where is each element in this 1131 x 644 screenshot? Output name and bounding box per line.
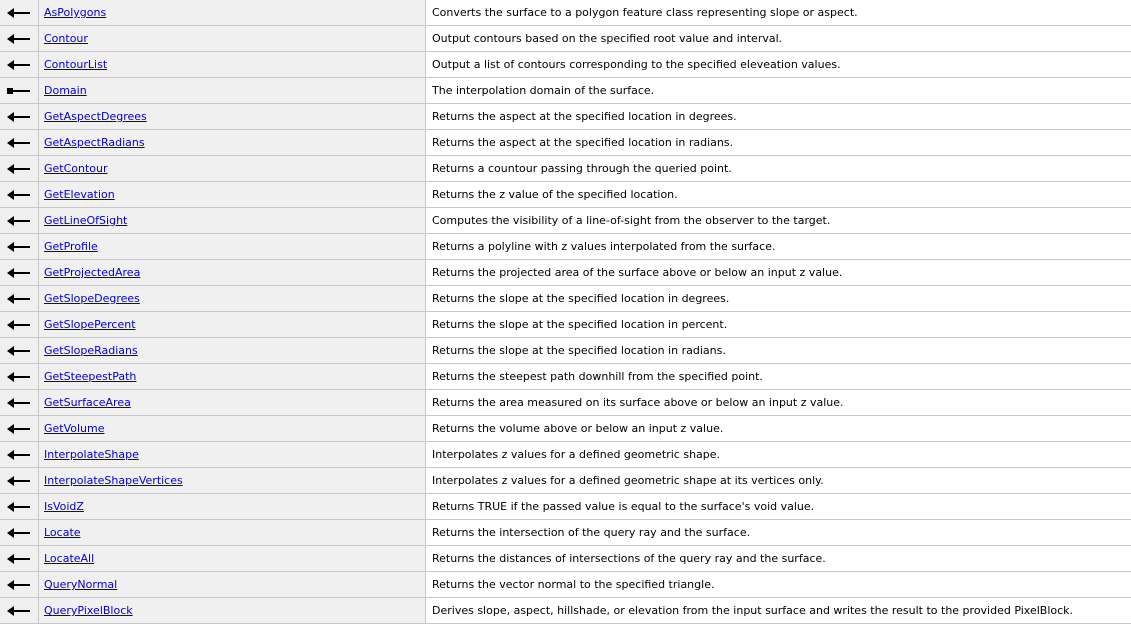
method-arrow-icon (7, 554, 31, 564)
member-link[interactable]: Domain (44, 84, 87, 97)
member-description: Derives slope, aspect, hillshade, or elevation from the input surface and writes the result to the provided PixelBlock. (426, 598, 1131, 624)
member-description: Returns the z value of the specified location. (426, 182, 1131, 208)
table-row (0, 468, 1131, 494)
member-name-cell (39, 52, 426, 78)
member-type-cell (0, 364, 39, 390)
member-description: Returns the slope at the specified location in percent. (426, 312, 1131, 338)
method-arrow-icon (7, 294, 31, 304)
member-name-cell (39, 130, 426, 156)
member-type-cell (0, 182, 39, 208)
member-link[interactable]: Locate (44, 526, 81, 539)
member-type-cell (0, 494, 39, 520)
member-description: Returns the slope at the specified location in degrees. (426, 286, 1131, 312)
member-name-cell (39, 442, 426, 468)
member-name-cell (39, 312, 426, 338)
table-row (0, 520, 1131, 546)
method-arrow-icon (7, 372, 31, 382)
member-link[interactable]: IsVoidZ (44, 500, 84, 513)
table-row (0, 416, 1131, 442)
member-name-cell (39, 78, 426, 104)
method-arrow-icon (7, 216, 31, 226)
member-type-cell (0, 520, 39, 546)
method-arrow-icon (7, 138, 31, 148)
member-type-cell (0, 26, 39, 52)
table-row (0, 364, 1131, 390)
method-arrow-icon (7, 242, 31, 252)
method-arrow-icon (7, 34, 31, 44)
table-row (0, 546, 1131, 572)
method-arrow-icon (7, 60, 31, 70)
member-name-cell (39, 156, 426, 182)
member-link[interactable]: GetAspectDegrees (44, 110, 147, 123)
member-name-cell (39, 234, 426, 260)
member-link[interactable]: InterpolateShapeVertices (44, 474, 183, 487)
member-type-cell (0, 286, 39, 312)
member-type-cell (0, 598, 39, 624)
member-link[interactable]: GetVolume (44, 422, 105, 435)
member-type-cell (0, 546, 39, 572)
member-description: Returns the distances of intersections of the query ray and the surface. (426, 546, 1131, 572)
member-link[interactable]: QueryNormal (44, 578, 118, 591)
table-row (0, 208, 1131, 234)
member-name-cell (39, 260, 426, 286)
table-row (0, 494, 1131, 520)
member-link[interactable]: GetSlopeDegrees (44, 292, 140, 305)
table-row (0, 572, 1131, 598)
method-arrow-icon (7, 450, 31, 460)
member-type-cell (0, 442, 39, 468)
member-type-cell (0, 104, 39, 130)
member-description: Returns the aspect at the specified location in radians. (426, 130, 1131, 156)
method-arrow-icon (7, 346, 31, 356)
method-arrow-icon (7, 164, 31, 174)
table-row (0, 78, 1131, 104)
table-row (0, 52, 1131, 78)
member-type-cell (0, 468, 39, 494)
table-row (0, 286, 1131, 312)
table-row (0, 182, 1131, 208)
member-link[interactable]: LocateAll (44, 552, 95, 565)
member-name-cell (39, 520, 426, 546)
table-row (0, 156, 1131, 182)
member-description: Output a list of contours corresponding to the specified eleveation values. (426, 52, 1131, 78)
table-row (0, 234, 1131, 260)
member-type-cell (0, 156, 39, 182)
method-arrow-icon (7, 8, 31, 18)
member-description: Returns the projected area of the surface above or below an input z value. (426, 260, 1131, 286)
member-description: Converts the surface to a polygon feature class representing slope or aspect. (426, 0, 1131, 26)
member-link[interactable]: InterpolateShape (44, 448, 139, 461)
member-name-cell (39, 468, 426, 494)
member-description: Interpolates z values for a defined geometric shape. (426, 442, 1131, 468)
member-name-cell (39, 364, 426, 390)
member-link[interactable]: GetProjectedArea (44, 266, 141, 279)
member-type-cell (0, 416, 39, 442)
method-arrow-icon (7, 112, 31, 122)
member-type-cell (0, 208, 39, 234)
member-link[interactable]: AsPolygons (44, 6, 107, 19)
member-name-cell (39, 104, 426, 130)
member-link[interactable]: GetSlopeRadians (44, 344, 138, 357)
member-name-cell (39, 416, 426, 442)
method-arrow-icon (7, 320, 31, 330)
member-type-cell (0, 130, 39, 156)
member-description: Returns TRUE if the passed value is equal to the surface's void value. (426, 494, 1131, 520)
member-description: Returns the intersection of the query ray and the surface. (426, 520, 1131, 546)
member-type-cell (0, 572, 39, 598)
method-arrow-icon (7, 580, 31, 590)
table-row (0, 598, 1131, 624)
member-description: Returns the slope at the specified location in radians. (426, 338, 1131, 364)
table-row (0, 130, 1131, 156)
member-link[interactable]: GetLineOfSight (44, 214, 128, 227)
member-link[interactable]: GetContour (44, 162, 108, 175)
method-arrow-icon (7, 606, 31, 616)
method-arrow-icon (7, 268, 31, 278)
member-type-cell (0, 390, 39, 416)
member-description: Interpolates z values for a defined geometric shape at its vertices only. (426, 468, 1131, 494)
member-link[interactable]: ContourList (44, 58, 108, 71)
member-link[interactable]: Contour (44, 32, 88, 45)
member-link[interactable]: GetAspectRadians (44, 136, 145, 149)
member-type-cell (0, 0, 39, 26)
member-name-cell (39, 494, 426, 520)
member-type-cell (0, 52, 39, 78)
table-row (0, 26, 1131, 52)
method-arrow-icon (7, 502, 31, 512)
member-name-cell (39, 338, 426, 364)
method-arrow-icon (7, 424, 31, 434)
table-row (0, 0, 1131, 26)
member-description: The interpolation domain of the surface. (426, 78, 1131, 104)
member-link[interactable]: GetSteepestPath (44, 370, 137, 383)
member-name-cell (39, 598, 426, 624)
member-description: Computes the visibility of a line-of-sight from the observer to the target. (426, 208, 1131, 234)
method-arrow-icon (7, 190, 31, 200)
table-row (0, 104, 1131, 130)
member-name-cell (39, 572, 426, 598)
member-description: Returns a polyline with z values interpolated from the surface. (426, 234, 1131, 260)
member-link[interactable]: QueryPixelBlock (44, 604, 133, 617)
table-row (0, 312, 1131, 338)
method-arrow-icon (7, 476, 31, 486)
member-description: Returns the aspect at the specified location in degrees. (426, 104, 1131, 130)
member-description: Returns the steepest path downhill from the specified point. (426, 364, 1131, 390)
member-name-cell (39, 26, 426, 52)
member-description: Returns the vector normal to the specified triangle. (426, 572, 1131, 598)
property-icon (7, 86, 31, 96)
member-type-cell (0, 78, 39, 104)
member-description: Returns the volume above or below an input z value. (426, 416, 1131, 442)
member-link[interactable]: GetSlopePercent (44, 318, 136, 331)
method-arrow-icon (7, 398, 31, 408)
member-type-cell (0, 312, 39, 338)
member-name-cell (39, 208, 426, 234)
table-row (0, 260, 1131, 286)
member-type-cell (0, 260, 39, 286)
member-name-cell (39, 390, 426, 416)
member-type-cell (0, 234, 39, 260)
member-name-cell (39, 546, 426, 572)
table-row (0, 338, 1131, 364)
member-name-cell (39, 286, 426, 312)
member-link[interactable]: GetProfile (44, 240, 98, 253)
member-description: Returns a countour passing through the queried point. (426, 156, 1131, 182)
table-row (0, 390, 1131, 416)
member-link[interactable]: GetElevation (44, 188, 115, 201)
member-type-cell (0, 338, 39, 364)
member-name-cell (39, 182, 426, 208)
member-name-cell (39, 0, 426, 26)
member-description: Output contours based on the specified root value and interval. (426, 26, 1131, 52)
member-link[interactable]: GetSurfaceArea (44, 396, 131, 409)
method-arrow-icon (7, 528, 31, 538)
member-description: Returns the area measured on its surface above or below an input z value. (426, 390, 1131, 416)
table-row (0, 442, 1131, 468)
